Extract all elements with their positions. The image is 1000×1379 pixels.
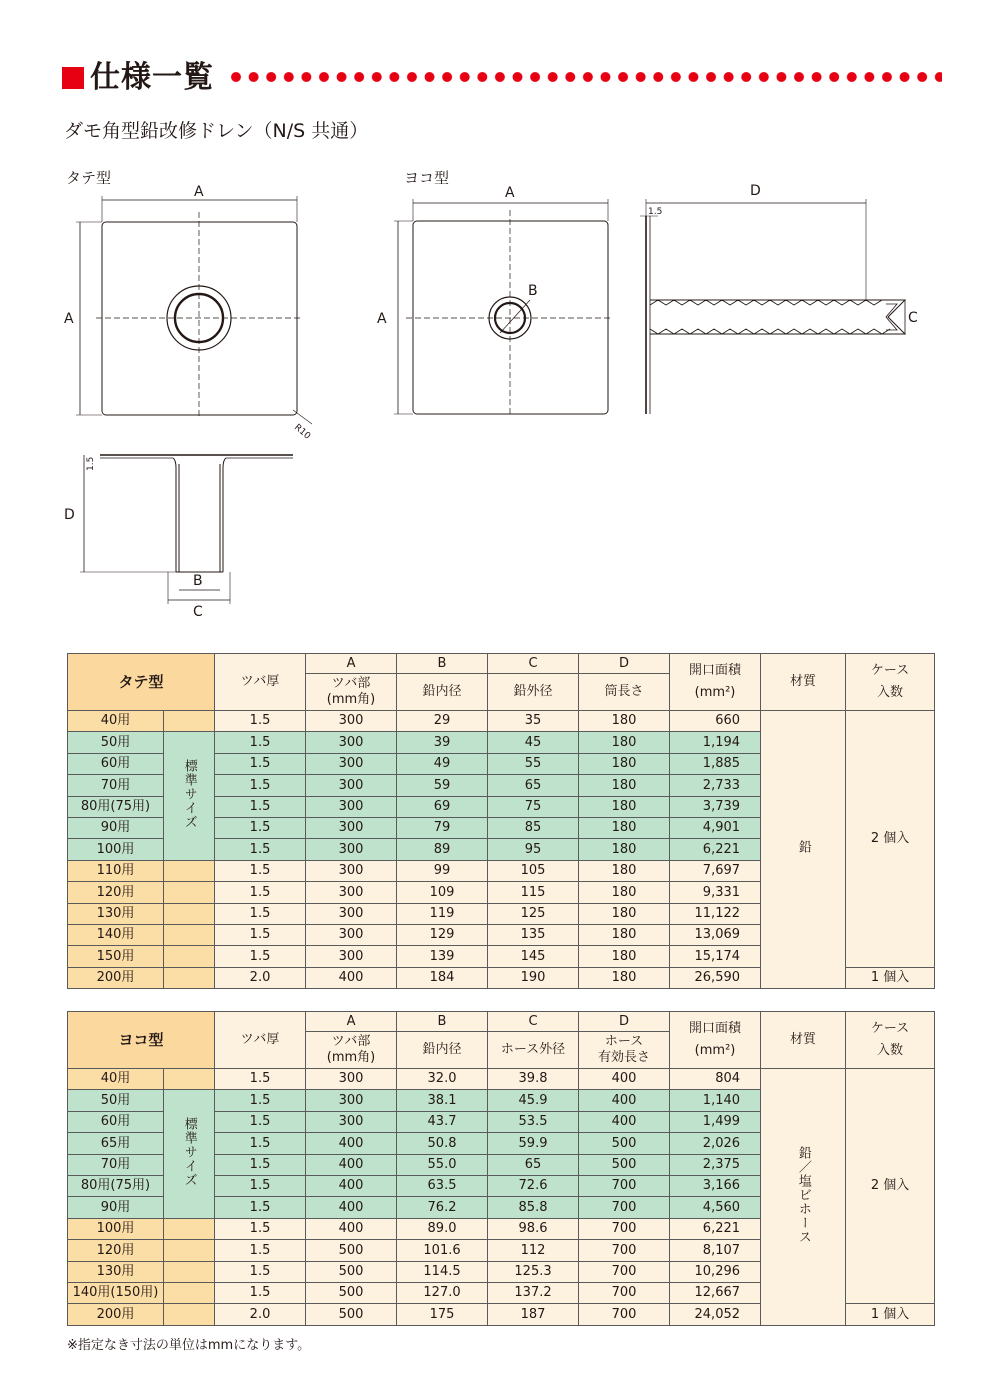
b-cell: 69 — [397, 796, 488, 817]
header-c: C — [488, 1012, 579, 1032]
b-cell: 114.5 — [397, 1261, 488, 1282]
area-cell: 4,560 — [670, 1197, 761, 1218]
footnote: ※指定なき寸法の単位はmmになります。 — [67, 1338, 311, 1353]
area-cell: 12,667 — [670, 1282, 761, 1303]
size-cell: 80用(75用) — [68, 796, 164, 817]
b-cell: 127.0 — [397, 1282, 488, 1303]
c-cell: 35 — [488, 711, 579, 732]
c-cell: 105 — [488, 860, 579, 881]
blank-cell — [164, 903, 215, 924]
case-count-cell: 2 個入 — [846, 1069, 935, 1304]
area-cell: 1,499 — [670, 1111, 761, 1132]
header-a-sub1: ツバ部 — [331, 676, 371, 692]
tsuba-cell: 1.5 — [215, 1261, 306, 1282]
area-cell: 660 — [670, 711, 761, 732]
yoko-dim-a-top: A — [505, 185, 515, 201]
b-cell: 109 — [397, 882, 488, 903]
header-area — [670, 654, 761, 711]
d-cell: 700 — [579, 1218, 670, 1239]
a-cell: 300 — [306, 711, 397, 732]
c-cell: 59.9 — [488, 1133, 579, 1154]
area-cell: 26,590 — [670, 967, 761, 988]
header-area-unit: (mm²) — [694, 1043, 736, 1058]
header-a-sub2: (mm角) — [326, 692, 376, 707]
tate-header-row-1 — [68, 654, 935, 674]
technical-drawings — [0, 0, 1000, 640]
b-cell: 43.7 — [397, 1111, 488, 1132]
c-cell: 55 — [488, 753, 579, 774]
header-d-sub — [579, 1032, 670, 1069]
a-cell: 500 — [306, 1261, 397, 1282]
a-cell: 500 — [306, 1240, 397, 1261]
c-cell: 95 — [488, 839, 579, 860]
blank-cell — [164, 882, 215, 903]
c-cell: 45.9 — [488, 1090, 579, 1111]
d-cell: 180 — [579, 924, 670, 945]
b-cell: 49 — [397, 753, 488, 774]
header-b-sub: 鉛内径 — [397, 674, 488, 711]
header-tsuba: ツバ厚 — [215, 654, 306, 711]
b-cell: 129 — [397, 924, 488, 945]
material-text: 鉛／塩ビホース — [795, 1145, 811, 1244]
c-cell: 72.6 — [488, 1175, 579, 1196]
tsuba-cell: 1.5 — [215, 711, 306, 732]
b-cell: 101.6 — [397, 1240, 488, 1261]
b-cell: 119 — [397, 903, 488, 924]
header-area-label: 開口面積 — [689, 1021, 742, 1037]
area-cell: 4,901 — [670, 817, 761, 838]
area-cell: 11,122 — [670, 903, 761, 924]
header-tsuba: ツバ厚 — [215, 1012, 306, 1069]
area-cell: 1,885 — [670, 753, 761, 774]
tate-thickness: 1.5 — [86, 456, 96, 471]
header-a: A — [306, 654, 397, 674]
tsuba-cell: 1.5 — [215, 882, 306, 903]
tsuba-cell: 1.5 — [215, 1069, 306, 1090]
c-cell: 112 — [488, 1240, 579, 1261]
b-cell: 55.0 — [397, 1154, 488, 1175]
d-cell: 700 — [579, 1240, 670, 1261]
tsuba-cell: 2.0 — [215, 967, 306, 988]
tsuba-cell: 1.5 — [215, 903, 306, 924]
b-cell: 50.8 — [397, 1133, 488, 1154]
yoko-dim-d: D — [750, 183, 761, 199]
tsuba-cell: 1.5 — [215, 946, 306, 967]
a-cell: 300 — [306, 1090, 397, 1111]
header-a-sub2: (mm角) — [326, 1050, 376, 1065]
d-cell: 180 — [579, 946, 670, 967]
area-cell: 6,221 — [670, 839, 761, 860]
area-cell: 1,194 — [670, 732, 761, 753]
size-cell: 90用 — [68, 1197, 164, 1218]
header-a-sub — [306, 1032, 397, 1069]
yoko-table-title: ヨコ型 — [68, 1012, 215, 1069]
header-d-sub2: 有効長さ — [598, 1050, 651, 1065]
c-cell: 45 — [488, 732, 579, 753]
a-cell: 400 — [306, 1133, 397, 1154]
header-b-sub: 鉛内径 — [397, 1032, 488, 1069]
a-cell: 300 — [306, 753, 397, 774]
a-cell: 400 — [306, 1154, 397, 1175]
tate-top-view — [76, 196, 312, 424]
tsuba-cell: 1.5 — [215, 1197, 306, 1218]
area-cell: 3,739 — [670, 796, 761, 817]
yoko-side-view — [640, 199, 905, 414]
d-cell: 180 — [579, 732, 670, 753]
size-cell: 100用 — [68, 839, 164, 860]
header-area-unit: (mm²) — [694, 685, 736, 700]
area-cell: 2,375 — [670, 1154, 761, 1175]
yoko-dim-a-left: A — [377, 311, 387, 327]
b-cell: 99 — [397, 860, 488, 881]
header-d: D — [579, 654, 670, 674]
tate-dim-a-top: A — [194, 184, 204, 200]
yoko-top-view — [394, 199, 611, 417]
d-cell: 180 — [579, 903, 670, 924]
b-cell: 79 — [397, 817, 488, 838]
table-row — [68, 1069, 935, 1090]
section-title: 仕様一覧 — [90, 60, 214, 95]
d-cell: 700 — [579, 1261, 670, 1282]
a-cell: 400 — [306, 967, 397, 988]
c-cell: 65 — [488, 1154, 579, 1175]
a-cell: 500 — [306, 1282, 397, 1303]
header-case-unit: 入数 — [877, 1043, 904, 1058]
header-material: 材質 — [761, 654, 846, 711]
d-cell: 180 — [579, 753, 670, 774]
c-cell: 187 — [488, 1304, 579, 1325]
tsuba-cell: 1.5 — [215, 1218, 306, 1239]
tsuba-cell: 1.5 — [215, 1154, 306, 1175]
d-cell: 180 — [579, 860, 670, 881]
header-d: D — [579, 1012, 670, 1032]
d-cell: 400 — [579, 1090, 670, 1111]
c-cell: 75 — [488, 796, 579, 817]
tate-dim-a-left: A — [64, 311, 74, 327]
c-cell: 65 — [488, 775, 579, 796]
standard-size-text: 標準サイズ — [181, 758, 197, 829]
size-cell: 70用 — [68, 1154, 164, 1175]
size-cell: 100用 — [68, 1218, 164, 1239]
header-c-sub: ホース外径 — [488, 1032, 579, 1069]
a-cell: 300 — [306, 946, 397, 967]
b-cell: 63.5 — [397, 1175, 488, 1196]
size-cell: 50用 — [68, 732, 164, 753]
d-cell: 180 — [579, 796, 670, 817]
yoko-drawing-label: ヨコ型 — [404, 169, 450, 187]
tsuba-cell: 1.5 — [215, 1133, 306, 1154]
header-case-label: ケース — [870, 1021, 910, 1037]
tsuba-cell: 1.5 — [215, 1175, 306, 1196]
blank-cell — [164, 1218, 215, 1239]
material-cell — [761, 1069, 846, 1326]
standard-size-label — [164, 1090, 215, 1218]
size-cell: 200用 — [68, 967, 164, 988]
material-text: 鉛 — [795, 840, 811, 855]
size-cell: 120用 — [68, 882, 164, 903]
d-cell: 500 — [579, 1154, 670, 1175]
header-b: B — [397, 1012, 488, 1032]
size-cell: 150用 — [68, 946, 164, 967]
tate-table-title: タテ型 — [68, 654, 215, 711]
area-cell: 804 — [670, 1069, 761, 1090]
header-area-label: 開口面積 — [689, 663, 742, 679]
d-cell: 700 — [579, 1304, 670, 1325]
tsuba-cell: 1.5 — [215, 1282, 306, 1303]
area-cell: 7,697 — [670, 860, 761, 881]
tsuba-cell: 1.5 — [215, 1111, 306, 1132]
tate-spec-table — [67, 653, 935, 989]
yoko-header-row-1 — [68, 1012, 935, 1032]
header-a-sub — [306, 674, 397, 711]
c-cell: 145 — [488, 946, 579, 967]
c-cell: 190 — [488, 967, 579, 988]
tsuba-cell: 1.5 — [215, 753, 306, 774]
d-cell: 180 — [579, 967, 670, 988]
header-material: 材質 — [761, 1012, 846, 1069]
size-cell: 140用 — [68, 924, 164, 945]
a-cell: 400 — [306, 1218, 397, 1239]
d-cell: 180 — [579, 817, 670, 838]
header-a-sub1: ツバ部 — [331, 1034, 371, 1050]
b-cell: 32.0 — [397, 1069, 488, 1090]
header-case-label: ケース — [870, 663, 910, 679]
c-cell: 115 — [488, 882, 579, 903]
area-cell: 24,052 — [670, 1304, 761, 1325]
header-b: B — [397, 654, 488, 674]
a-cell: 300 — [306, 817, 397, 838]
tsuba-cell: 1.5 — [215, 796, 306, 817]
tate-dim-d: D — [64, 507, 75, 523]
tsuba-cell: 1.5 — [215, 817, 306, 838]
blank-cell — [164, 1261, 215, 1282]
tate-side-view — [80, 455, 293, 604]
tate-table-body — [68, 711, 935, 989]
d-cell: 180 — [579, 775, 670, 796]
a-cell: 300 — [306, 903, 397, 924]
c-cell: 135 — [488, 924, 579, 945]
b-cell: 89.0 — [397, 1218, 488, 1239]
d-cell: 700 — [579, 1282, 670, 1303]
tate-dim-b: B — [193, 573, 203, 589]
header-case — [846, 1012, 935, 1069]
tate-radius: R10 — [292, 422, 313, 442]
area-cell: 10,296 — [670, 1261, 761, 1282]
c-cell: 125.3 — [488, 1261, 579, 1282]
a-cell: 500 — [306, 1304, 397, 1325]
size-cell: 110用 — [68, 860, 164, 881]
yoko-table-body — [68, 1069, 935, 1326]
size-cell: 65用 — [68, 1133, 164, 1154]
yoko-dim-b: B — [528, 283, 538, 299]
c-cell: 137.2 — [488, 1282, 579, 1303]
blank-cell — [164, 1240, 215, 1261]
tsuba-cell: 1.5 — [215, 860, 306, 881]
size-cell: 90用 — [68, 817, 164, 838]
a-cell: 300 — [306, 860, 397, 881]
b-cell: 38.1 — [397, 1090, 488, 1111]
blank-cell — [164, 1282, 215, 1303]
header-area — [670, 1012, 761, 1069]
size-cell: 80用(75用) — [68, 1175, 164, 1196]
d-cell: 400 — [579, 1069, 670, 1090]
size-cell: 140用(150用) — [68, 1282, 164, 1303]
tsuba-cell: 1.5 — [215, 839, 306, 860]
tsuba-cell: 1.5 — [215, 732, 306, 753]
area-cell: 1,140 — [670, 1090, 761, 1111]
header-d-sub1: ホース — [604, 1034, 644, 1050]
a-cell: 300 — [306, 882, 397, 903]
area-cell: 2,026 — [670, 1133, 761, 1154]
blank-cell — [164, 711, 215, 732]
a-cell: 300 — [306, 839, 397, 860]
d-cell: 180 — [579, 839, 670, 860]
b-cell: 76.2 — [397, 1197, 488, 1218]
b-cell: 59 — [397, 775, 488, 796]
area-cell: 6,221 — [670, 1218, 761, 1239]
tsuba-cell: 1.5 — [215, 1240, 306, 1261]
table-row — [68, 711, 935, 732]
d-cell: 180 — [579, 711, 670, 732]
blank-cell — [164, 1069, 215, 1090]
product-subtitle: ダモ角型鉛改修ドレン（N/S 共通） — [64, 120, 369, 142]
standard-size-text: 標準サイズ — [181, 1116, 197, 1187]
yoko-thickness: 1.5 — [648, 207, 663, 217]
size-cell: 40用 — [68, 1069, 164, 1090]
blank-cell — [164, 946, 215, 967]
size-cell: 200用 — [68, 1304, 164, 1325]
c-cell: 85 — [488, 817, 579, 838]
d-cell: 700 — [579, 1197, 670, 1218]
header-c-sub: 鉛外径 — [488, 674, 579, 711]
tsuba-cell: 2.0 — [215, 1304, 306, 1325]
d-cell: 500 — [579, 1133, 670, 1154]
size-cell: 50用 — [68, 1090, 164, 1111]
blank-cell — [164, 967, 215, 988]
a-cell: 300 — [306, 732, 397, 753]
d-cell: 180 — [579, 882, 670, 903]
c-cell: 53.5 — [488, 1111, 579, 1132]
a-cell: 300 — [306, 775, 397, 796]
b-cell: 184 — [397, 967, 488, 988]
material-cell — [761, 711, 846, 989]
size-cell: 120用 — [68, 1240, 164, 1261]
header-case — [846, 654, 935, 711]
size-cell: 60用 — [68, 1111, 164, 1132]
b-cell: 175 — [397, 1304, 488, 1325]
blank-cell — [164, 924, 215, 945]
header-a: A — [306, 1012, 397, 1032]
size-cell: 130用 — [68, 1261, 164, 1282]
header-case-unit: 入数 — [877, 685, 904, 700]
d-cell: 700 — [579, 1175, 670, 1196]
case-count-cell-last: 1 個入 — [846, 1304, 935, 1325]
yoko-dim-c: C — [908, 310, 918, 326]
a-cell: 300 — [306, 796, 397, 817]
area-cell: 2,733 — [670, 775, 761, 796]
b-cell: 29 — [397, 711, 488, 732]
area-cell: 13,069 — [670, 924, 761, 945]
area-cell: 8,107 — [670, 1240, 761, 1261]
area-cell: 9,331 — [670, 882, 761, 903]
a-cell: 300 — [306, 1069, 397, 1090]
c-cell: 85.8 — [488, 1197, 579, 1218]
a-cell: 400 — [306, 1175, 397, 1196]
yoko-spec-table — [67, 1011, 935, 1326]
tsuba-cell: 1.5 — [215, 1090, 306, 1111]
blank-cell — [164, 860, 215, 881]
c-cell: 98.6 — [488, 1218, 579, 1239]
c-cell: 125 — [488, 903, 579, 924]
b-cell: 89 — [397, 839, 488, 860]
a-cell: 400 — [306, 1197, 397, 1218]
case-count-cell-last: 1 個入 — [846, 967, 935, 988]
tate-drawing-label: タテ型 — [66, 169, 112, 187]
case-count-cell: 2 個入 — [846, 711, 935, 968]
a-cell: 300 — [306, 924, 397, 945]
area-cell: 15,174 — [670, 946, 761, 967]
standard-size-label — [164, 732, 215, 860]
tate-dim-c: C — [193, 604, 203, 620]
header-d-sub: 筒長さ — [579, 674, 670, 711]
tsuba-cell: 1.5 — [215, 924, 306, 945]
tsuba-cell: 1.5 — [215, 775, 306, 796]
b-cell: 39 — [397, 732, 488, 753]
size-cell: 60用 — [68, 753, 164, 774]
c-cell: 39.8 — [488, 1069, 579, 1090]
size-cell: 70用 — [68, 775, 164, 796]
blank-cell — [164, 1304, 215, 1325]
d-cell: 400 — [579, 1111, 670, 1132]
size-cell: 40用 — [68, 711, 164, 732]
area-cell: 3,166 — [670, 1175, 761, 1196]
a-cell: 300 — [306, 1111, 397, 1132]
size-cell: 130用 — [68, 903, 164, 924]
b-cell: 139 — [397, 946, 488, 967]
header-c: C — [488, 654, 579, 674]
